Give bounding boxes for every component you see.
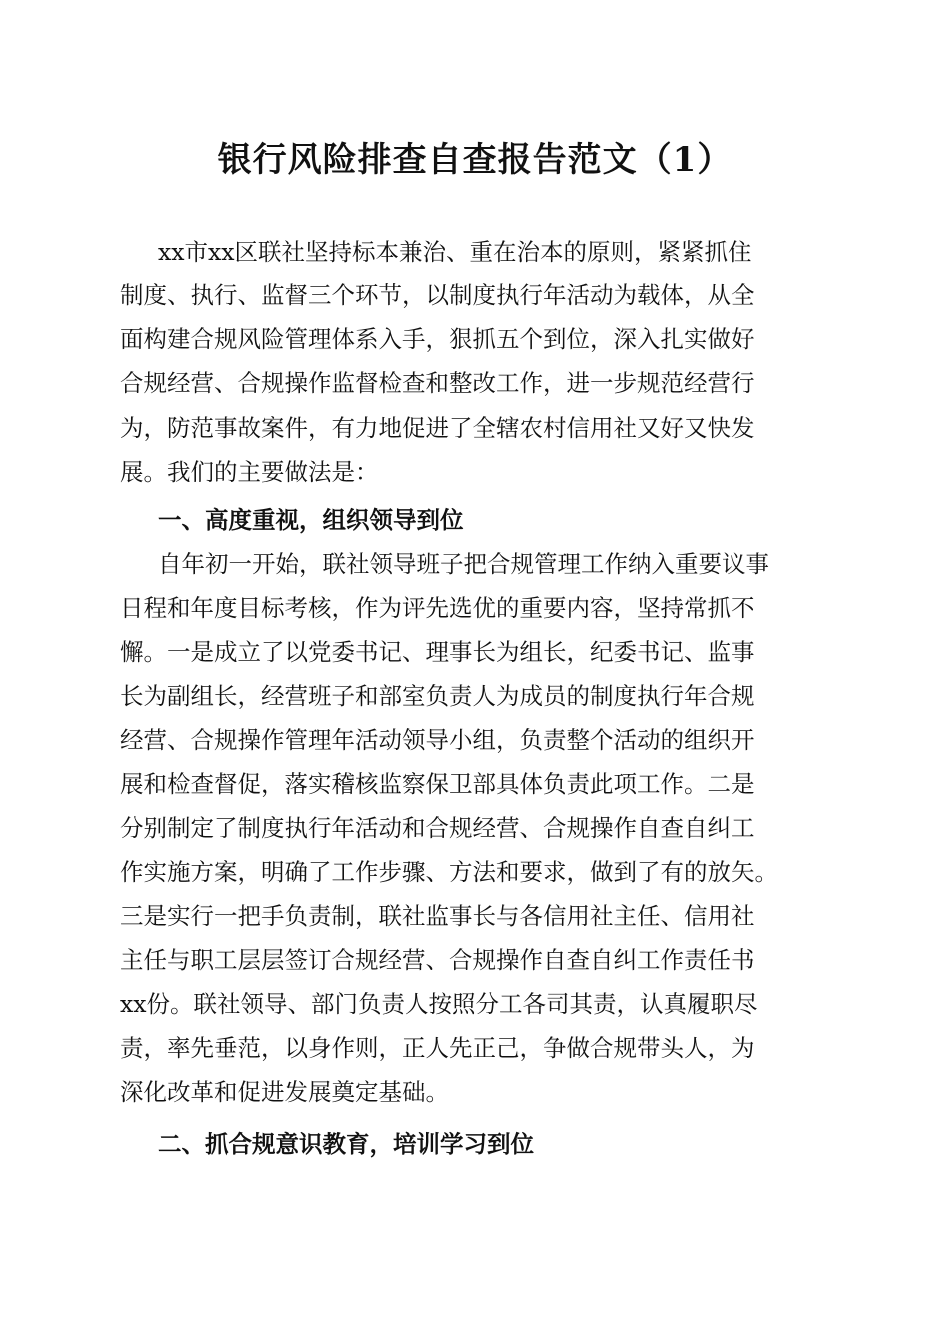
paragraph-line: 为，防范事故案件，有力地促进了全辖农村信用社又好又快发 xyxy=(120,414,755,442)
paragraph-line: 合规经营、合规操作监督检查和整改工作，进一步规范经营行 xyxy=(120,369,755,397)
paragraph-line: 责，率先垂范，以身作则，正人先正己，争做合规带头人，为 xyxy=(120,1034,755,1062)
paragraph-line: 自年初一开始，联社领导班子把合规管理工作纳入重要议事 xyxy=(158,550,769,578)
paragraph-line: 主任与职工层层签订合规经营、合规操作自查自纠工作责任书 xyxy=(120,946,755,974)
paragraph-line: 作实施方案，明确了工作步骤、方法和要求，做到了有的放矢。 xyxy=(120,858,778,886)
paragraph-line: 制度、执行、监督三个环节，以制度执行年活动为载体，从全 xyxy=(120,281,755,309)
paragraph-line: 面构建合规风险管理体系入手，狠抓五个到位，深入扎实做好 xyxy=(120,325,755,353)
paragraph-line: 日程和年度目标考核，作为评先选优的重要内容，坚持常抓不 xyxy=(120,594,755,622)
paragraph-line: xx市xx区联社坚持标本兼治、重在治本的原则，紧紧抓住 xyxy=(158,238,752,266)
paragraph-line: 深化改革和促进发展奠定基础。 xyxy=(120,1078,449,1106)
paragraph-line: 分别制定了制度执行年活动和合规经营、合规操作自查自纠工 xyxy=(120,814,755,842)
paragraph-line: xx份。联社领导、部门负责人按照分工各司其责，认真履职尽 xyxy=(120,990,758,1018)
paragraph-line: 经营、合规操作管理年活动领导小组，负责整个活动的组织开 xyxy=(120,726,755,754)
section-heading-1: 一、高度重视，组织领导到位 xyxy=(158,506,464,534)
document-title: 银行风险排查自查报告范文（1） xyxy=(217,140,733,180)
paragraph-line: 展。我们的主要做法是： xyxy=(120,458,379,486)
paragraph-line: 懈。一是成立了以党委书记、理事长为组长，纪委书记、监事 xyxy=(120,638,755,666)
paragraph-line: 长为副组长，经营班子和部室负责人为成员的制度执行年合规 xyxy=(120,682,755,710)
section-heading-2: 二、抓合规意识教育，培训学习到位 xyxy=(158,1130,534,1158)
paragraph-line: 展和检查督促，落实稽核监察保卫部具体负责此项工作。二是 xyxy=(120,770,755,798)
paragraph-line: 三是实行一把手负责制，联社监事长与各信用社主任、信用社 xyxy=(120,902,755,930)
